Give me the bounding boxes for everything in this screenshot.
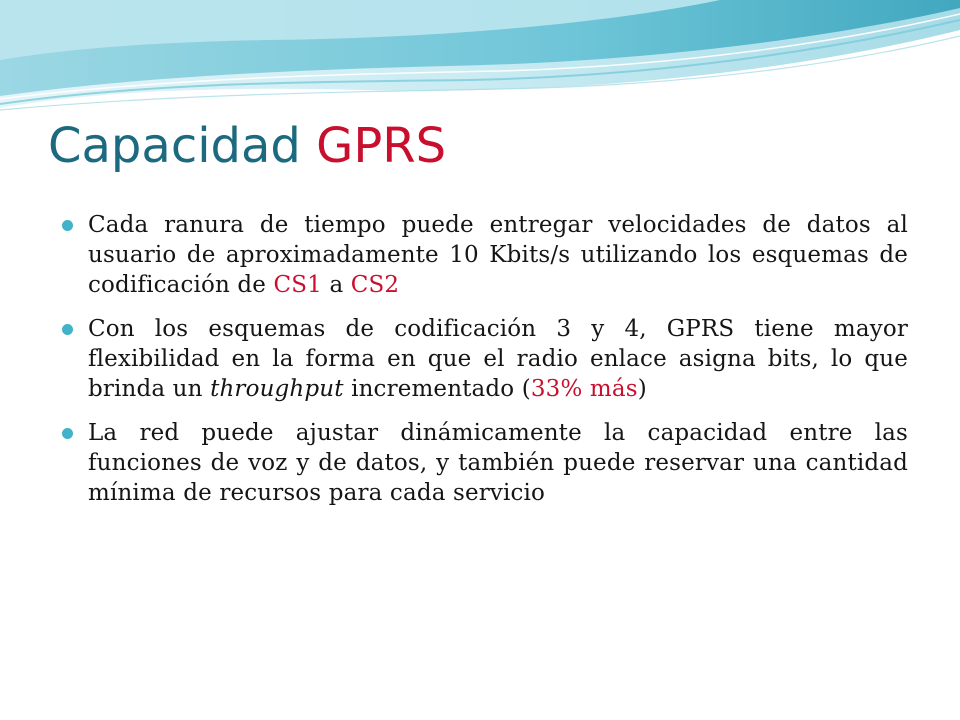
header-wave-decoration — [0, 0, 960, 120]
bullet-2-text-3: ) — [637, 376, 647, 402]
bullet-2-highlight-percent: 33% más — [530, 376, 638, 402]
bullet-list — [56, 210, 908, 522]
bullet-icon — [62, 428, 73, 439]
bullet-2-italic-throughput: throughput — [210, 376, 344, 402]
title-main: Capacidad — [48, 118, 301, 174]
bullet-2-text-2: incrementado ( — [343, 376, 531, 402]
bullet-1-text-1: Cada ranura de tiempo puede entregar velocidades de datos al usuario de aproximadamente 10 Kbits/s utilizando los esquemas de codificación de — [88, 212, 908, 298]
bullet-icon — [62, 324, 73, 335]
title-accent: GPRS — [316, 118, 447, 174]
bullet-1-text-2: a — [321, 272, 351, 298]
bullet-3-text: La red puede ajustar dinámicamente la capacidad entre las funciones de voz y de datos, y también puede reservar una cantidad mínima de recursos para cada servicio — [88, 420, 908, 506]
bullet-item-1 — [56, 210, 908, 300]
bullet-1-highlight-cs2: CS2 — [350, 272, 400, 298]
bullet-item-2 — [56, 314, 908, 404]
bullet-item-3 — [56, 418, 908, 508]
bullet-icon — [62, 220, 73, 231]
bullet-1-highlight-cs1: CS1 — [273, 272, 322, 298]
bullet-2-text-1: Con los esquemas de codificación 3 y 4, GPRS tiene mayor flexibilidad en la forma en que el radio enlace asigna bits, lo que brinda un — [88, 316, 908, 402]
slide-title — [48, 118, 908, 176]
